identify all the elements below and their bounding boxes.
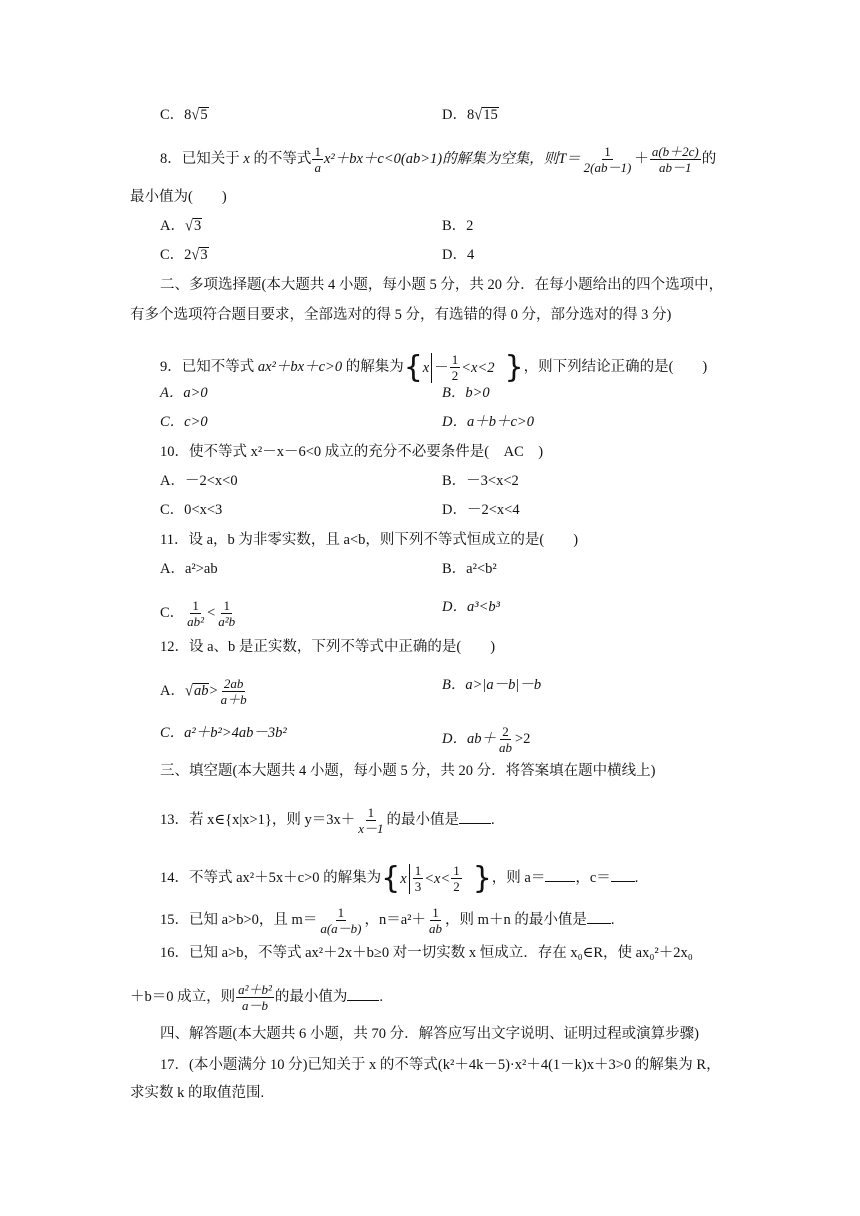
q9-solution-set: { x － $\frac{1}{2}$ <x<2 } <box>403 349 524 385</box>
q9-option-d: D．a＋b＋c>0 <box>442 414 534 430</box>
q17-stem-line2: 求实数 k 的取值范围. <box>130 1085 265 1101</box>
q12-option-c: C．a²＋b²>4ab－3b² <box>160 725 287 741</box>
q16-stem-line2: ＋b＝0 成立，则 $\frac{\text{a²＋b²}}{a-b}$ 的最小值为 . <box>130 982 384 1013</box>
section-2-heading-line2: 有多个选项符合题目要求，全部选对的得 5 分，有选错的得 0 分，部分选对的得 3 分) <box>130 307 672 323</box>
q11-option-c: C． $\frac{1}{\text{ab²}}$ < $\frac{1}{\text{a²b}}$ <box>160 598 236 629</box>
q10-option-b: B．－3<x<2 <box>442 473 519 489</box>
q7-option-c: C．8√5 <box>160 106 208 124</box>
q10-option-a: A．－2<x<0 <box>160 473 238 489</box>
q9-option-c: C．c>0 <box>160 414 208 430</box>
q10-option-d: D．－2<x<4 <box>442 502 520 518</box>
q14-answer-c-blank[interactable] <box>611 868 635 882</box>
q16-answer-blank[interactable] <box>347 987 379 1001</box>
q12-option-d: D．ab＋ $\frac{2}{ab}$ >2 <box>442 724 531 755</box>
q10-option-c: C．0<x<3 <box>160 502 223 518</box>
q7-option-d: D．8√15 <box>442 106 498 124</box>
q16-stem: 16．已知 a>b，不等式 ax²＋2x＋b≥0 对一切实数 x 恒成立．存在 x₀∈R，使 ax₀²＋2x₀ <box>160 945 693 961</box>
q8-option-c: C．2√3 <box>160 246 208 264</box>
q11-option-a: A．a²>ab <box>160 561 218 577</box>
q8-option-d: D．4 <box>442 247 475 263</box>
section-2-heading: 二、多项选择题(本大题共 4 小题，每小题 5 分，共 20 分．在每小题给出的四个选项中， <box>160 277 724 293</box>
q8-option-b: B．2 <box>442 218 474 234</box>
q8-stem-line2: 最小值为( ) <box>130 189 227 205</box>
q14-solution-set: { x $\frac{1}{3}$ <x< $\frac{1}{2}$ } <box>381 860 492 896</box>
q14-answer-a-blank[interactable] <box>545 868 575 882</box>
q9-stem: 9．已知不等式 ax²＋bx＋c>0 的解集为 { x － $\frac{1}{2}$ <x<2 } ，则下列结论正确的是( ) <box>160 349 708 385</box>
section-3-heading: 三、填空题(本大题共 4 小题，每小题 5 分，共 20 分．将答案填在题中横线上) <box>160 763 656 779</box>
q11-option-b: B．a²<b² <box>442 561 497 577</box>
q12-option-b: B．a>|a－b|－b <box>442 677 542 693</box>
q8-frac-t2: $\frac{a(b+2c)}{ab-1}$ <box>651 144 699 175</box>
q8-frac-t1: $\frac{1}{2(ab-1)}$ <box>583 144 632 175</box>
q15-stem: 15．已知 a>b>0，且 m＝ $\frac{1}{a(a-b)}$ ，n＝a²＋ $\frac{1}{ab}$ ，则 m＋n 的最小值是 . <box>160 905 615 936</box>
q8-frac-1-over-a: $\frac{1}{a}$ <box>314 144 321 175</box>
q9-option-a: A．a>0 <box>160 385 208 401</box>
q11-option-d: D．a³<b³ <box>442 599 500 615</box>
q15-answer-blank[interactable] <box>587 910 611 924</box>
q8-stem: 8．已知关于 x 的不等式 $\frac{1}{a}$ x²＋bx＋c<0(ab>1)的解集为空集，则T＝ $\frac{1}{2(ab-1)}$ ＋ $\frac{a(b+2c)}{ab-1}$ 的 <box>160 144 717 175</box>
q11-stem: 11．设 a，b 为非零实数，且 a<b，则下列不等式恒成立的是( ) <box>160 532 579 548</box>
q8-option-a: A．√3 <box>160 217 202 235</box>
q13-stem: 13．若 x∈{x|x>1}，则 y＝3x＋ $\frac{1}{x-1}$ 的最小值是 . <box>160 805 495 836</box>
q14-stem: 14．不等式 ax²＋5x＋c>0 的解集为 { x $\frac{1}{3}$ <x< $\frac{1}{2}$ } ，则 a＝ ，c＝ . <box>160 860 639 896</box>
q9-option-b: B．b>0 <box>442 385 490 401</box>
q10-stem: 10．使不等式 x²－x－6<0 成立的充分不必要条件是( AC ) <box>160 444 544 460</box>
q17-stem: 17．(本小题满分 10 分)已知关于 x 的不等式(k²＋4k－5)·x²＋4(1－k)x＋3>0 的解集为 R， <box>160 1057 721 1073</box>
q12-option-a: A．√ab> $\frac{2ab}{a+b}$ <box>160 676 247 707</box>
q12-stem: 12．设 a、b 是正实数，下列不等式中正确的是( ) <box>160 639 496 655</box>
section-4-heading: 四、解答题(本大题共 6 小题，共 70 分．解答应写出文字说明、证明过程或演算步骤) <box>160 1026 699 1042</box>
q13-answer-blank[interactable] <box>459 810 491 824</box>
